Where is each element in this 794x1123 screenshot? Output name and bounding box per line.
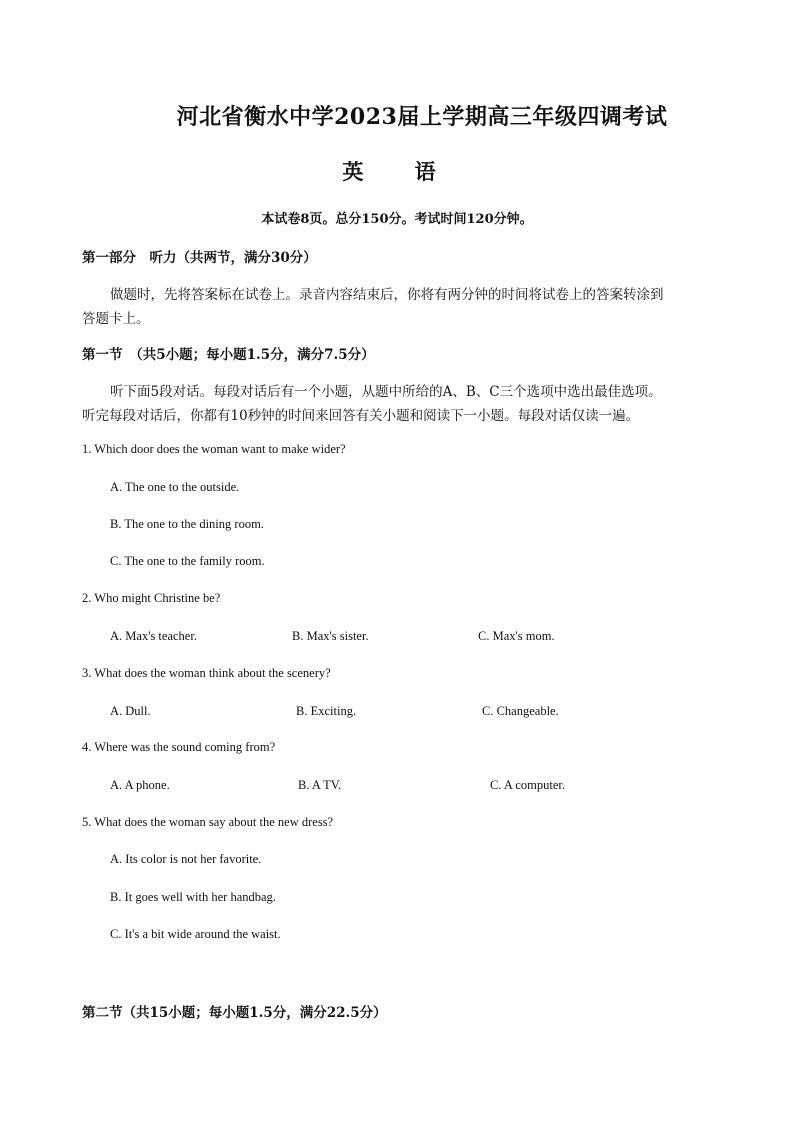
question-5-option-a: A. Its color is not her favorite.: [110, 852, 262, 866]
question-5: 5. What does the woman say about the new dress?: [82, 815, 334, 829]
question-3-option-b: B. Exciting.: [296, 704, 357, 718]
question-1-option-b: B. The one to the dining room.: [110, 517, 264, 531]
exam-info: 本试卷8页。总分150分。考试时间120分钟。: [261, 212, 533, 227]
exam-title: 河北省衡水中学2023届上学期高三年级四调考试: [176, 104, 668, 130]
question-4-option-a: A. A phone.: [110, 778, 170, 792]
question-2-option-b: B. Max's sister.: [292, 629, 369, 643]
question-4: 4. Where was the sound coming from?: [82, 740, 276, 754]
section1-instruction-line1: 听下面5段对话。每段对话后有一个小题，从题中所给的A、B、C三个选项中选出最佳选项。: [110, 384, 662, 400]
question-4-option-b: B. A TV.: [298, 778, 342, 792]
question-1-option-a: A. The one to the outside.: [110, 480, 240, 494]
question-4-option-c: C. A computer.: [490, 778, 565, 792]
section1-heading: 第一节 （共5小题；每小题1.5分，满分7.5分）: [82, 347, 375, 363]
question-1: 1. Which door does the woman want to make wider?: [82, 442, 346, 456]
question-3-option-a: A. Dull.: [110, 704, 151, 718]
section2-heading: 第二节（共15小题；每小题1.5分，满分22.5分）: [82, 1005, 387, 1021]
question-1-option-c: C. The one to the family room.: [110, 554, 265, 568]
subject-title: 英 语: [342, 159, 458, 184]
part1-instruction-line1: 做题时，先将答案标在试卷上。录音内容结束后，你将有两分钟的时间将试卷上的答案转涂到: [110, 287, 664, 303]
question-2-option-a: A. Max's teacher.: [110, 629, 197, 643]
question-2: 2. Who might Christine be?: [82, 591, 221, 605]
question-3: 3. What does the woman think about the scenery?: [82, 666, 331, 680]
part1-heading: 第一部分 听力（共两节，满分30分）: [82, 250, 317, 266]
part1-instruction-line2: 答题卡上。: [82, 311, 150, 327]
question-3-option-c: C. Changeable.: [482, 704, 559, 718]
section1-instruction-line2: 听完每段对话后，你都有10秒钟的时间来回答有关小题和阅读下一小题。每段对话仅读一遍。: [82, 408, 640, 424]
question-5-option-c: C. It's a bit wide around the waist.: [110, 927, 281, 941]
question-2-option-c: C. Max's mom.: [478, 629, 555, 643]
question-5-option-b: B. It goes well with her handbag.: [110, 890, 276, 904]
